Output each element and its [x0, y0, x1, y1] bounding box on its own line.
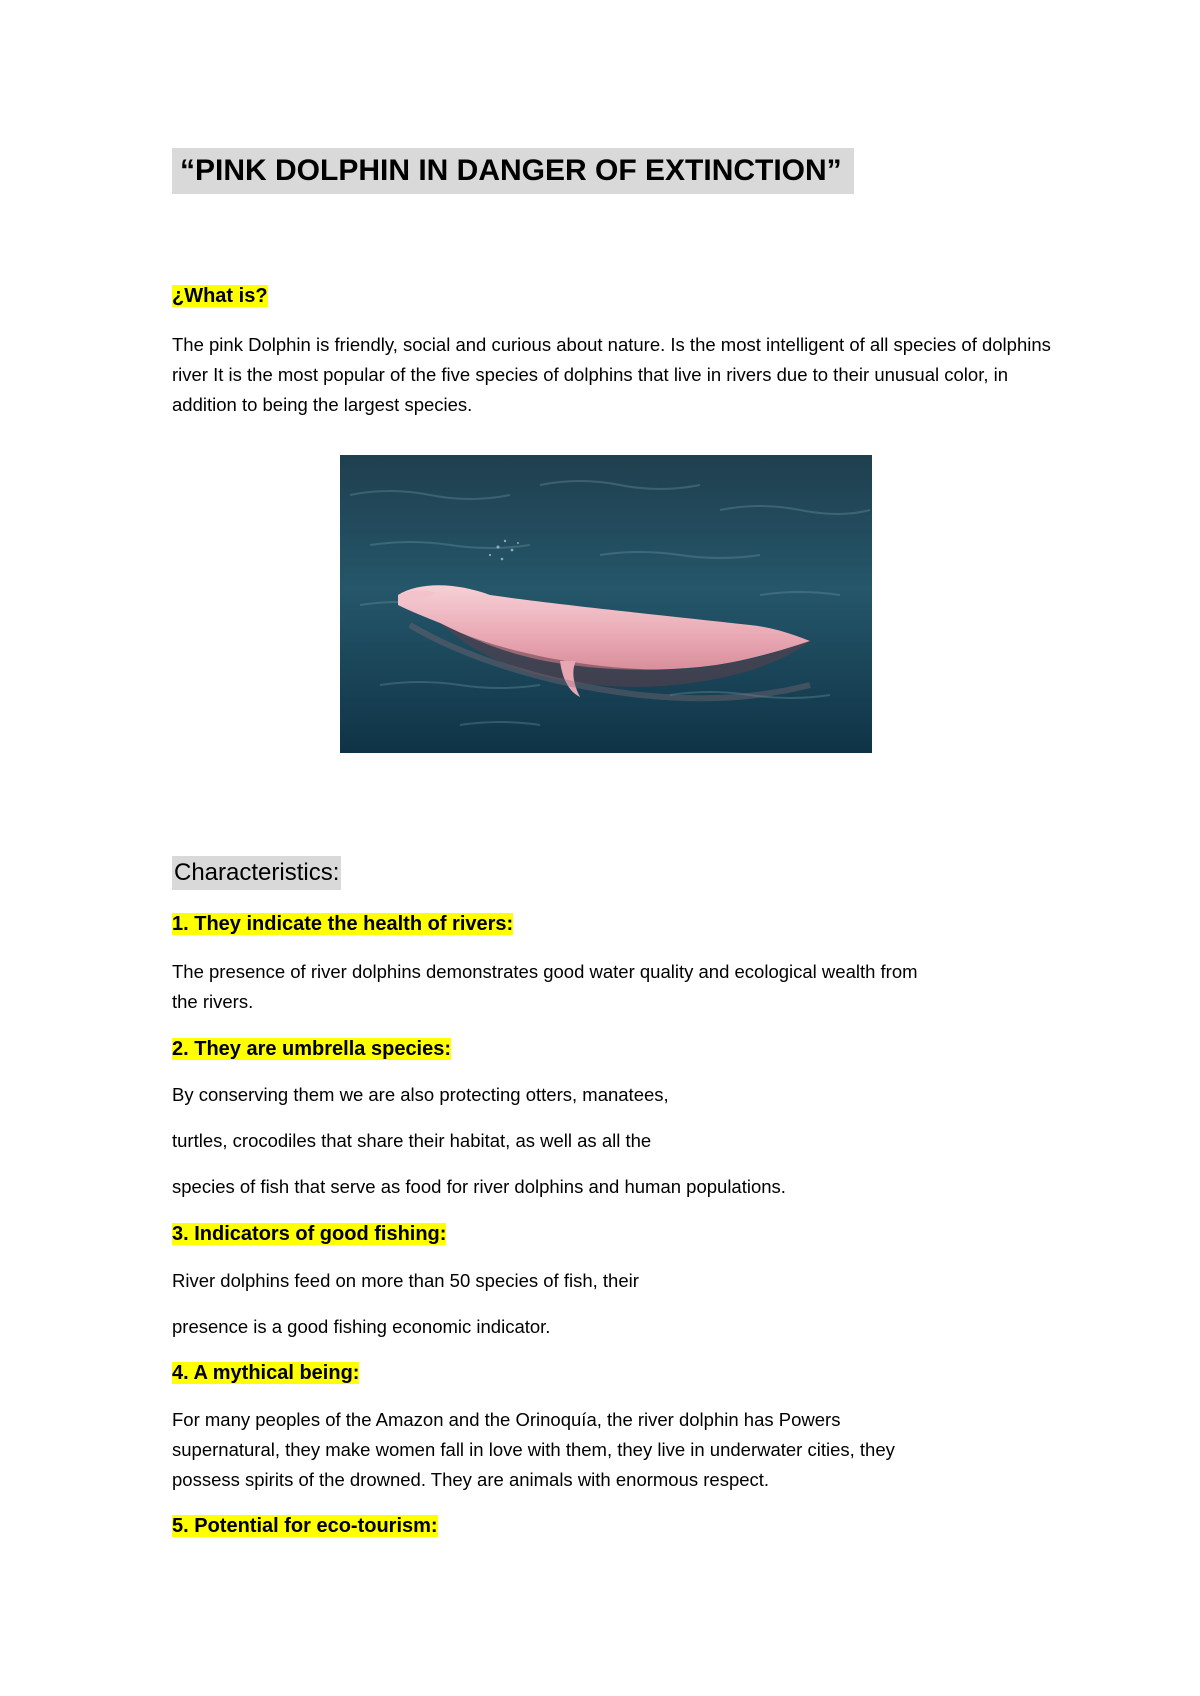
characteristic-2-line-1: By conserving them we are also protecting otters, manatees, — [172, 1084, 669, 1105]
characteristic-4-heading — [172, 1359, 359, 1387]
characteristic-3-line-1: River dolphins feed on more than 50 species of fish, their — [172, 1270, 639, 1291]
characteristic-4-line-1: For many peoples of the Amazon and the Orinoquía, the river dolphin has Powers — [172, 1409, 841, 1430]
characteristic-3-line-2: presence is a good fishing economic indicator. — [172, 1316, 551, 1337]
characteristic-2-line-3: species of fish that serve as food for river dolphins and human populations. — [172, 1176, 786, 1197]
characteristic-1-line-2: the rivers. — [172, 991, 254, 1012]
characteristic-3-heading-text: 3. Indicators of good fishing: — [172, 1223, 447, 1245]
characteristic-5-heading — [172, 1512, 438, 1540]
document-title: “PINK DOLPHIN IN DANGER OF EXTINCTION” — [172, 148, 854, 194]
characteristic-1-line-1: The presence of river dolphins demonstrates good water quality and ecological wealth from — [172, 961, 918, 982]
characteristic-2-heading — [172, 1035, 451, 1063]
pink-dolphin-photo — [340, 455, 872, 753]
characteristic-2-line-2: turtles, crocodiles that share their habitat, as well as all the — [172, 1130, 652, 1151]
what-is-heading-text: ¿What is? — [172, 285, 268, 307]
characteristic-4-heading-text: 4. A mythical being: — [172, 1362, 360, 1384]
characteristic-2-heading-text: 2. They are umbrella species: — [172, 1038, 452, 1060]
characteristic-1-heading — [172, 910, 513, 938]
characteristic-3-heading — [172, 1220, 446, 1248]
characteristic-1-heading-text: 1. They indicate the health of rivers: — [172, 913, 514, 935]
what-is-heading — [172, 282, 268, 310]
characteristic-4-line-2: supernatural, they make women fall in love with them, they live in underwater cities, they — [172, 1439, 895, 1460]
what-is-paragraph: The pink Dolphin is friendly, social and curious about nature. Is the most intelligent of all species of dolphins river It is the most popular of the five species of dolphins that live in rivers due to their unusual color, in addition to being the largest species. — [172, 334, 1051, 415]
characteristic-4-line-3: possess spirits of the drowned. They are animals with enormous respect. — [172, 1469, 770, 1490]
characteristics-heading: Characteristics: — [172, 856, 341, 890]
characteristic-5-heading-text: 5. Potential for eco-tourism: — [172, 1515, 438, 1537]
